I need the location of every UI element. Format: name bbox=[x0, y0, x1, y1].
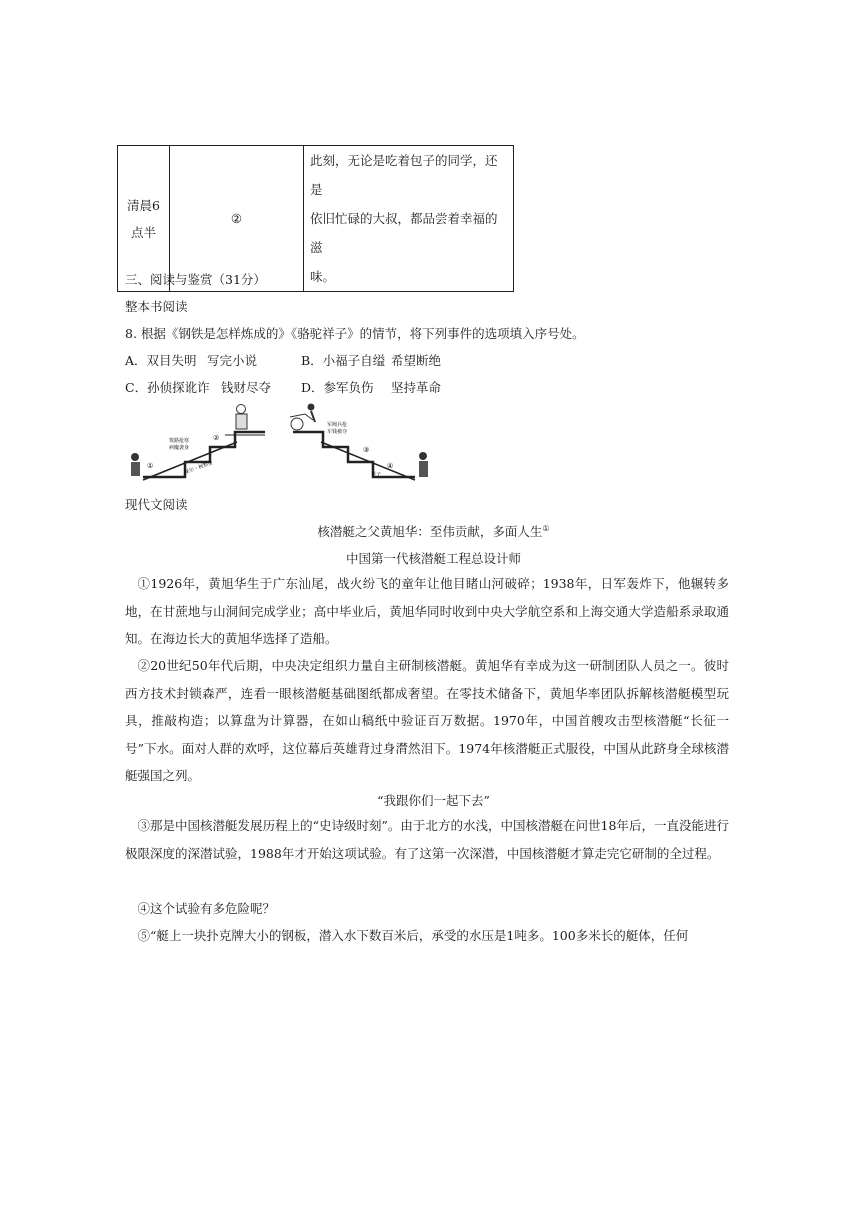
left-mark-2: ② bbox=[213, 434, 220, 442]
desc-line-2: 依旧忙碌的大叔，都品尝着幸福的滋 bbox=[310, 211, 498, 255]
blank-cell: ② bbox=[170, 146, 304, 292]
left-base-label: 保尔・柯察金 bbox=[183, 459, 214, 476]
option-c-label: C．孙侦探讹诈 bbox=[125, 380, 210, 395]
options-row-2 bbox=[125, 378, 441, 396]
article-title bbox=[0, 522, 867, 540]
person-top-left-icon bbox=[236, 405, 247, 430]
whole-book-reading-heading: 整本书阅读 bbox=[125, 299, 188, 314]
left-label-top-1: 筑路抢寒 bbox=[169, 438, 190, 444]
right-label-top-2: 车钱被夺 bbox=[327, 429, 348, 435]
option-a-label: A．双目失明 bbox=[125, 353, 197, 368]
desc-line-3: 味。 bbox=[310, 269, 336, 284]
options-row-1 bbox=[125, 351, 441, 369]
article-title-text: 核潜艇之父黄旭华：至伟贡献，多面人生 bbox=[317, 524, 543, 539]
left-staircase bbox=[143, 432, 265, 480]
section-title: 三、阅读与鉴赏（31分） bbox=[125, 272, 266, 287]
time-line-2: 点半 bbox=[130, 224, 156, 240]
question-8-stem: 8. 根据《钢铁是怎样炼成的》《骆驼祥子》的情节，将下列事件的选项填入序号处。 bbox=[125, 326, 585, 341]
paragraph-3: ③那是中国核潜艇发展历程上的“史诗级时刻”。由于北方的水浅，中国核潜艇在问世18年后，一直没能进行极限深度的深潜试验，1988年才开始这项试验。有了这第一次深潜，中国核潜艇才算走完它研制的全过程。 bbox=[125, 818, 729, 861]
person-bottom-right-icon bbox=[419, 452, 428, 477]
option-c-text: 钱财尽夺 bbox=[220, 380, 271, 395]
rickshaw-puller-icon bbox=[290, 404, 315, 431]
right-label-top-1: 军阀兵抢 bbox=[327, 422, 348, 428]
right-mark-3: ③ bbox=[363, 446, 370, 454]
paragraph-1: ①1926年，黄旭华生于广东汕尾，战火纷飞的童年让他目睹山河破碎；1938年，日军轰炸下，他辗转多地，在甘蔗地与山洞间完成学业；高中毕业后，黄旭华同时收到中央大学航空系和上海交通大学造船系录取通知。在海边长大的黄旭华选择了造船。 bbox=[125, 576, 729, 646]
right-mark-4: ④ bbox=[387, 462, 394, 470]
option-a-text: 写完小说 bbox=[206, 353, 257, 368]
desc-line-1: 此刻，无论是吃着包子的同学，还是 bbox=[310, 153, 498, 197]
paragraph-4: ④这个试验有多危险呢？ bbox=[137, 901, 276, 916]
time-line-1: 清晨6 bbox=[127, 197, 160, 213]
right-staircase bbox=[293, 421, 415, 480]
paragraph-5: ⑤“艇上一块扑克牌大小的钢板，潜入水下数百米后，承受的水压是1吨多。100多米长的艇体，任何 bbox=[137, 928, 689, 943]
person-bottom-left-icon bbox=[131, 453, 140, 476]
left-mark-1: ① bbox=[147, 462, 154, 470]
article-subtitle-2: “我跟你们一起下去” bbox=[377, 793, 490, 808]
option-d-text: 坚持革命 bbox=[390, 380, 441, 395]
article-subtitle-1: 中国第一代核潜艇工程总设计师 bbox=[345, 551, 521, 566]
option-d-label: D．参军负伤 bbox=[300, 380, 374, 395]
right-base-label: 祥子 bbox=[371, 472, 382, 478]
article-title-note: ① bbox=[542, 523, 550, 533]
paragraph-2: ②20世纪50年代后期，中央决定组织力量自主研制核潜艇。黄旭华有幸成为这一研制团队人员之一。彼时西方技术封锁森严，连看一眼核潜艇基础图纸都成奢望。在零技术储备下，黄旭华率团队拆解核潜艇模型玩具，推敲构造；以算盘为计算器，在如山稿纸中验证百万数据。1970年，中国首艘攻击型核潜艇“长征一号”下水。面对人群的欢呼，这位幕后英雄背过身潸然泪下。1974年核潜艇正式服役，中国从此跻身全球核潜艇强国之列。 bbox=[125, 658, 729, 783]
description-cell bbox=[304, 146, 514, 292]
option-b-text: 希望断绝 bbox=[390, 353, 441, 368]
left-label-top-2: 病魔袭身 bbox=[169, 445, 190, 451]
modern-reading-heading: 现代文阅读 bbox=[125, 497, 188, 512]
staircase-figure bbox=[125, 402, 435, 492]
option-b-label: B．小福子自缢 bbox=[300, 353, 386, 368]
